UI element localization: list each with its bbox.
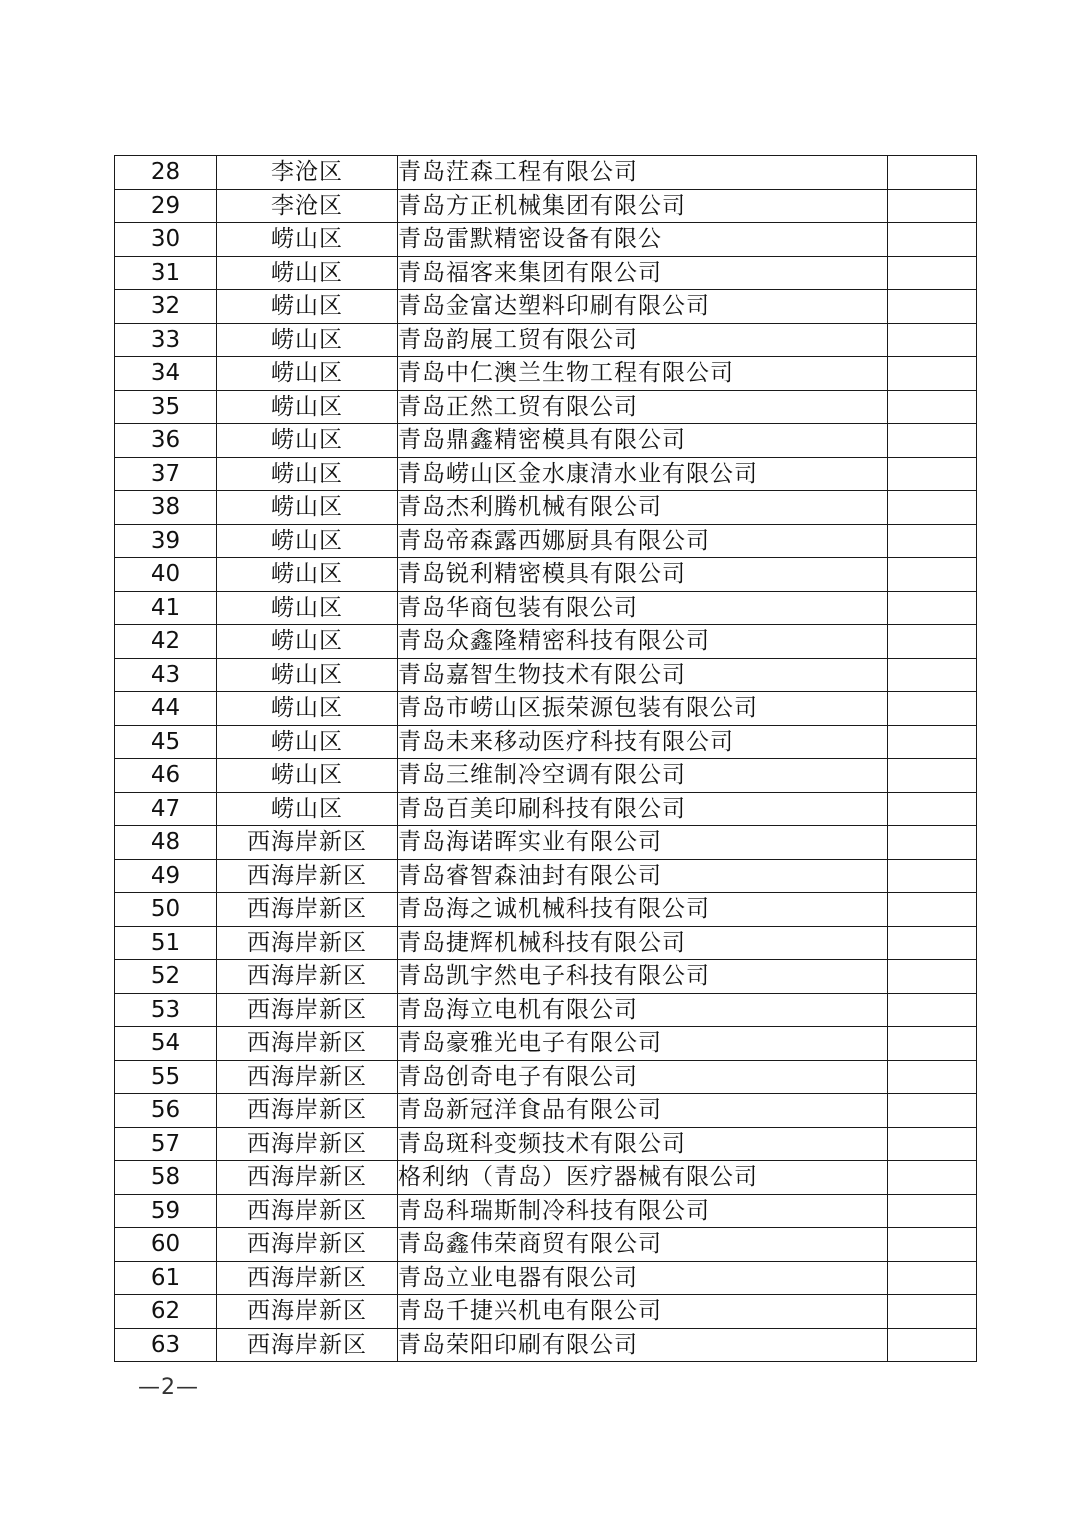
district-cell: 西海岸新区 [217,1027,398,1061]
district-cell: 崂山区 [217,725,398,759]
district-cell: 崂山区 [217,759,398,793]
company-name-cell: 青岛未来移动医疗科技有限公司 [398,725,888,759]
district-cell: 崂山区 [217,390,398,424]
note-cell [888,759,977,793]
company-name-cell: 青岛华商包装有限公司 [398,591,888,625]
row-number-cell: 32 [115,290,217,324]
row-number-cell: 38 [115,491,217,525]
district-cell: 西海岸新区 [217,1261,398,1295]
table-row [115,558,977,592]
district-cell: 李沧区 [217,156,398,190]
district-cell: 李沧区 [217,189,398,223]
page-number: —2— [138,1375,199,1400]
company-name-cell: 青岛创奇电子有限公司 [398,1060,888,1094]
note-cell [888,792,977,826]
note-cell [888,491,977,525]
row-number-cell: 40 [115,558,217,592]
company-name-cell: 青岛韵展工贸有限公司 [398,323,888,357]
table-row [115,156,977,190]
row-number-cell: 28 [115,156,217,190]
district-cell: 西海岸新区 [217,1060,398,1094]
district-cell: 西海岸新区 [217,1161,398,1195]
company-name-cell: 青岛金富达塑料印刷有限公司 [398,290,888,324]
district-cell: 西海岸新区 [217,960,398,994]
row-number-cell: 61 [115,1261,217,1295]
district-cell: 崂山区 [217,692,398,726]
note-cell [888,658,977,692]
district-cell: 崂山区 [217,591,398,625]
company-name-cell: 青岛鼎鑫精密模具有限公司 [398,424,888,458]
district-cell: 西海岸新区 [217,1127,398,1161]
company-name-cell: 青岛崂山区金水康清水业有限公司 [398,457,888,491]
row-number-cell: 37 [115,457,217,491]
district-cell: 崂山区 [217,290,398,324]
district-cell: 崂山区 [217,558,398,592]
row-number-cell: 45 [115,725,217,759]
row-number-cell: 42 [115,625,217,659]
note-cell [888,457,977,491]
note-cell [888,1228,977,1262]
table-row [115,692,977,726]
table-row [115,1060,977,1094]
note-cell [888,826,977,860]
row-number-cell: 43 [115,658,217,692]
table-row [115,524,977,558]
note-cell [888,859,977,893]
note-cell [888,1295,977,1329]
row-number-cell: 31 [115,256,217,290]
row-number-cell: 58 [115,1161,217,1195]
note-cell [888,524,977,558]
company-name-cell: 青岛海立电机有限公司 [398,993,888,1027]
table-row [115,960,977,994]
note-cell [888,558,977,592]
note-cell [888,290,977,324]
table-row [115,792,977,826]
company-name-cell: 青岛茳森工程有限公司 [398,156,888,190]
company-name-cell: 青岛海诺晖实业有限公司 [398,826,888,860]
note-cell [888,424,977,458]
note-cell [888,156,977,190]
company-name-cell: 青岛捷辉机械科技有限公司 [398,926,888,960]
table-row [115,290,977,324]
note-cell [888,256,977,290]
table-row [115,658,977,692]
row-number-cell: 56 [115,1094,217,1128]
district-cell: 西海岸新区 [217,1328,398,1362]
district-cell: 西海岸新区 [217,1295,398,1329]
district-cell: 崂山区 [217,323,398,357]
company-name-cell: 青岛海之诚机械科技有限公司 [398,893,888,927]
row-number-cell: 52 [115,960,217,994]
note-cell [888,993,977,1027]
note-cell [888,357,977,391]
district-cell: 崂山区 [217,457,398,491]
district-cell: 西海岸新区 [217,1194,398,1228]
company-name-cell: 青岛嘉智生物技术有限公司 [398,658,888,692]
company-name-cell: 青岛三维制冷空调有限公司 [398,759,888,793]
note-cell [888,926,977,960]
note-cell [888,223,977,257]
row-number-cell: 44 [115,692,217,726]
company-name-cell: 青岛荣阳印刷有限公司 [398,1328,888,1362]
note-cell [888,323,977,357]
district-cell: 崂山区 [217,256,398,290]
table-row [115,826,977,860]
company-name-cell: 青岛雷默精密设备有限公 [398,223,888,257]
row-number-cell: 50 [115,893,217,927]
company-name-cell: 青岛鑫伟荣商贸有限公司 [398,1228,888,1262]
table-row [115,357,977,391]
row-number-cell: 53 [115,993,217,1027]
district-cell: 崂山区 [217,524,398,558]
company-name-cell: 青岛锐利精密模具有限公司 [398,558,888,592]
district-cell: 西海岸新区 [217,859,398,893]
row-number-cell: 36 [115,424,217,458]
company-name-cell: 青岛斑科变频技术有限公司 [398,1127,888,1161]
note-cell [888,960,977,994]
table-row [115,323,977,357]
row-number-cell: 47 [115,792,217,826]
table-row [115,223,977,257]
table-row [115,1328,977,1362]
table-row [115,1228,977,1262]
row-number-cell: 39 [115,524,217,558]
row-number-cell: 29 [115,189,217,223]
note-cell [888,591,977,625]
table-row [115,1161,977,1195]
table-row [115,926,977,960]
company-name-cell: 青岛立业电器有限公司 [398,1261,888,1295]
row-number-cell: 46 [115,759,217,793]
row-number-cell: 30 [115,223,217,257]
company-name-cell: 青岛豪雅光电子有限公司 [398,1027,888,1061]
note-cell [888,893,977,927]
table-row [115,1127,977,1161]
table-row [115,1295,977,1329]
note-cell [888,1060,977,1094]
table-row [115,893,977,927]
company-name-cell: 青岛福客来集团有限公司 [398,256,888,290]
row-number-cell: 41 [115,591,217,625]
company-name-cell: 青岛科瑞斯制冷科技有限公司 [398,1194,888,1228]
table-row [115,1094,977,1128]
note-cell [888,189,977,223]
company-name-cell: 青岛睿智森油封有限公司 [398,859,888,893]
note-cell [888,390,977,424]
table-row [115,725,977,759]
table-row [115,993,977,1027]
row-number-cell: 35 [115,390,217,424]
row-number-cell: 57 [115,1127,217,1161]
table-row [115,424,977,458]
table-row [115,457,977,491]
district-cell: 崂山区 [217,357,398,391]
table-row [115,1027,977,1061]
row-number-cell: 62 [115,1295,217,1329]
note-cell [888,1161,977,1195]
note-cell [888,1194,977,1228]
district-cell: 崂山区 [217,424,398,458]
company-name-cell: 青岛中仁澳兰生物工程有限公司 [398,357,888,391]
company-name-cell: 青岛帝森露西娜厨具有限公司 [398,524,888,558]
company-name-cell: 青岛千捷兴机电有限公司 [398,1295,888,1329]
company-name-cell: 青岛凯宇然电子科技有限公司 [398,960,888,994]
district-cell: 崂山区 [217,625,398,659]
row-number-cell: 55 [115,1060,217,1094]
table-row [115,390,977,424]
table-row [115,859,977,893]
company-name-cell: 青岛百美印刷科技有限公司 [398,792,888,826]
district-cell: 西海岸新区 [217,1094,398,1128]
row-number-cell: 34 [115,357,217,391]
company-name-cell: 格利纳（青岛）医疗器械有限公司 [398,1161,888,1195]
row-number-cell: 48 [115,826,217,860]
table-row [115,1194,977,1228]
district-cell: 崂山区 [217,223,398,257]
company-name-cell: 青岛众鑫隆精密科技有限公司 [398,625,888,659]
row-number-cell: 60 [115,1228,217,1262]
note-cell [888,1328,977,1362]
district-cell: 崂山区 [217,491,398,525]
note-cell [888,1261,977,1295]
company-name-cell: 青岛新冠洋食品有限公司 [398,1094,888,1128]
table-row [115,256,977,290]
company-name-cell: 青岛市崂山区振荣源包装有限公司 [398,692,888,726]
row-number-cell: 49 [115,859,217,893]
district-cell: 西海岸新区 [217,826,398,860]
note-cell [888,1127,977,1161]
district-cell: 崂山区 [217,658,398,692]
row-number-cell: 54 [115,1027,217,1061]
row-number-cell: 51 [115,926,217,960]
note-cell [888,725,977,759]
district-cell: 西海岸新区 [217,893,398,927]
company-name-cell: 青岛杰利腾机械有限公司 [398,491,888,525]
district-cell: 西海岸新区 [217,926,398,960]
row-number-cell: 59 [115,1194,217,1228]
table-row [115,491,977,525]
table-row [115,625,977,659]
table-body [115,156,977,1362]
note-cell [888,692,977,726]
district-cell: 崂山区 [217,792,398,826]
company-name-cell: 青岛正然工贸有限公司 [398,390,888,424]
district-cell: 西海岸新区 [217,1228,398,1262]
table-row [115,1261,977,1295]
note-cell [888,625,977,659]
table-row [115,189,977,223]
note-cell [888,1027,977,1061]
district-cell: 西海岸新区 [217,993,398,1027]
table-row [115,591,977,625]
note-cell [888,1094,977,1128]
company-name-cell: 青岛方正机械集团有限公司 [398,189,888,223]
company-list-table [114,155,977,1362]
row-number-cell: 33 [115,323,217,357]
table-row [115,759,977,793]
row-number-cell: 63 [115,1328,217,1362]
